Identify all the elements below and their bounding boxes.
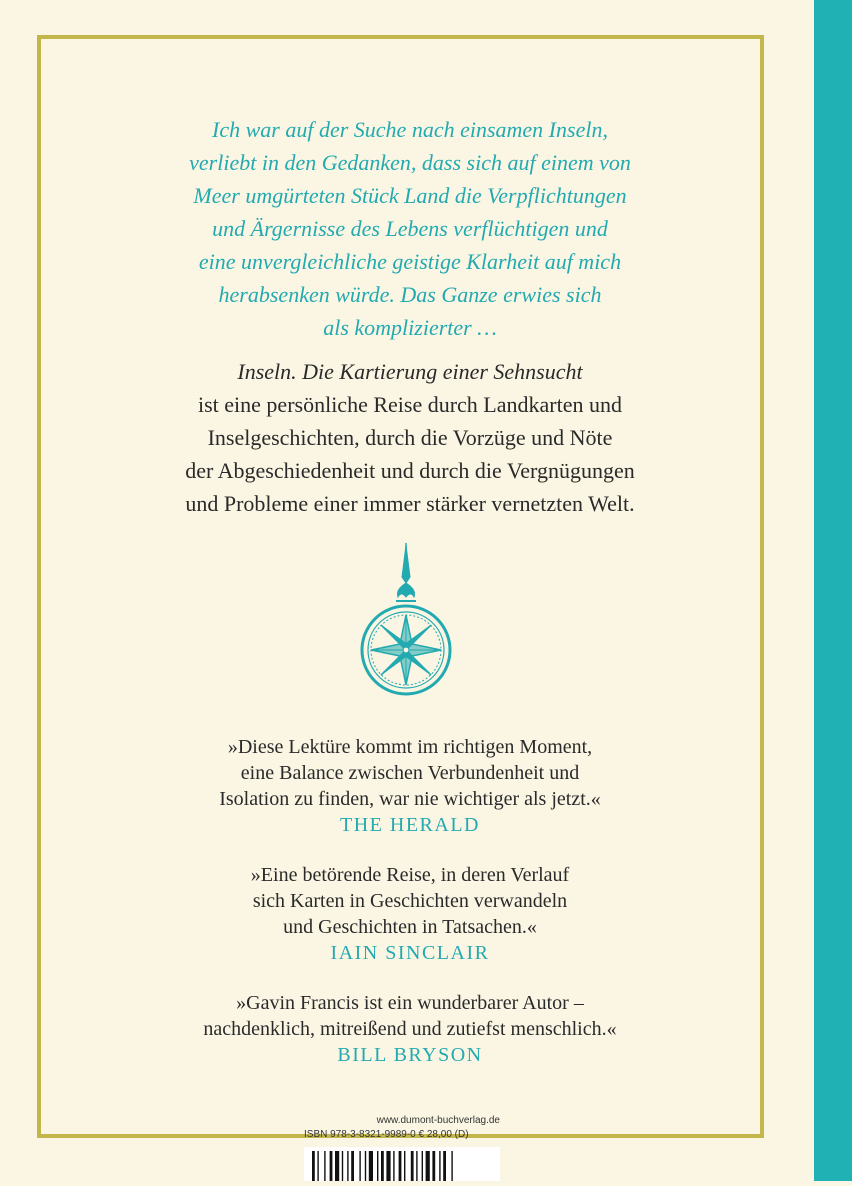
barcode-bar: [416, 1151, 417, 1181]
review-text-line: »Eine betörende Reise, in deren Verlauf: [250, 864, 570, 886]
review-source: THE HERALD: [340, 814, 480, 836]
intro-quote-line: als komplizierter …: [323, 315, 497, 340]
barcode-bar: [451, 1151, 452, 1181]
book-description: [80, 355, 740, 520]
review-source: BILL BRYSON: [337, 1044, 483, 1066]
barcode-bar: [335, 1151, 339, 1181]
description-line: der Abgeschiedenheit und durch die Vergnügungen: [185, 458, 635, 483]
barcode-bar: [324, 1151, 325, 1181]
review-text-line: sich Karten in Geschichten verwandeln: [252, 890, 568, 912]
intro-quote: [80, 113, 740, 344]
barcode-bar: [426, 1151, 430, 1181]
barcode-bar: [381, 1151, 384, 1181]
barcode-bar: [411, 1151, 414, 1181]
intro-quote-line: Ich war auf der Suche nach einsamen Inseln,: [212, 117, 608, 142]
review-text-line: »Gavin Francis ist ein wunderbarer Autor –: [236, 992, 584, 1014]
review-source: IAIN SINCLAIR: [330, 942, 490, 964]
barcode-bar: [312, 1151, 315, 1181]
barcode-bar: [359, 1151, 360, 1181]
barcode-icon: [304, 1147, 500, 1181]
intro-quote-line: Meer umgürteten Stück Land die Verpflichtungen: [193, 183, 627, 208]
barcode-bar: [342, 1151, 343, 1181]
book-title: Inseln. Die Kartierung einer Sehnsucht: [237, 359, 583, 384]
review: [80, 862, 740, 966]
barcode-bar: [422, 1151, 423, 1181]
barcode-bar: [386, 1151, 390, 1181]
barcode-bar: [351, 1151, 354, 1181]
intro-quote-line: herabsenken würde. Das Ganze erwies sich: [218, 282, 602, 307]
isbn-price: ISBN 978-3-8321-9989-0 € 28,00 (D): [304, 1129, 469, 1140]
description-line: und Probleme einer immer stärker vernetzten Welt.: [185, 491, 635, 516]
barcode-bar: [347, 1151, 348, 1181]
barcode-bar: [443, 1151, 446, 1181]
review: [80, 734, 740, 838]
description-line: ist eine persönliche Reise durch Landkarten und: [198, 392, 622, 417]
review-text-line: »Diese Lektüre kommt im richtigen Moment,: [227, 736, 593, 758]
description-line: Inselgeschichten, durch die Vorzüge und Nöte: [207, 425, 613, 450]
barcode-bar: [377, 1151, 378, 1181]
barcode-bar: [393, 1151, 394, 1181]
publisher-website: www.dumont-buchverlag.de: [376, 1115, 500, 1126]
bibliographic-info: [304, 1114, 500, 1142]
barcode-bar: [365, 1151, 366, 1181]
intro-quote-line: und Ärgernisse des Lebens verflüchtigen und: [212, 216, 608, 241]
compass-rose-icon: [356, 543, 456, 708]
barcode-bar: [432, 1151, 435, 1181]
review-text-line: nachdenklich, mitreißend und zutiefst menschlich.«: [203, 1018, 617, 1040]
review-text-line: Isolation zu finden, war nie wichtiger als jetzt.«: [219, 788, 601, 810]
barcode-bar: [369, 1151, 373, 1181]
review-text-line: und Geschichten in Tatsachen.«: [283, 916, 537, 938]
barcode-bar: [330, 1151, 333, 1181]
barcode-bar: [404, 1151, 405, 1181]
barcode-bar: [439, 1151, 440, 1181]
intro-quote-line: eine unvergleichliche geistige Klarheit auf mich: [198, 249, 622, 274]
intro-quote-line: verliebt in den Gedanken, dass sich auf einem von: [189, 150, 631, 175]
reviews: [80, 734, 740, 1092]
barcode-bar: [399, 1151, 402, 1181]
book-spine-edge: [814, 0, 852, 1181]
review-text-line: eine Balance zwischen Verbundenheit und: [240, 762, 580, 784]
barcode-bar: [317, 1151, 318, 1181]
review: [80, 990, 740, 1068]
